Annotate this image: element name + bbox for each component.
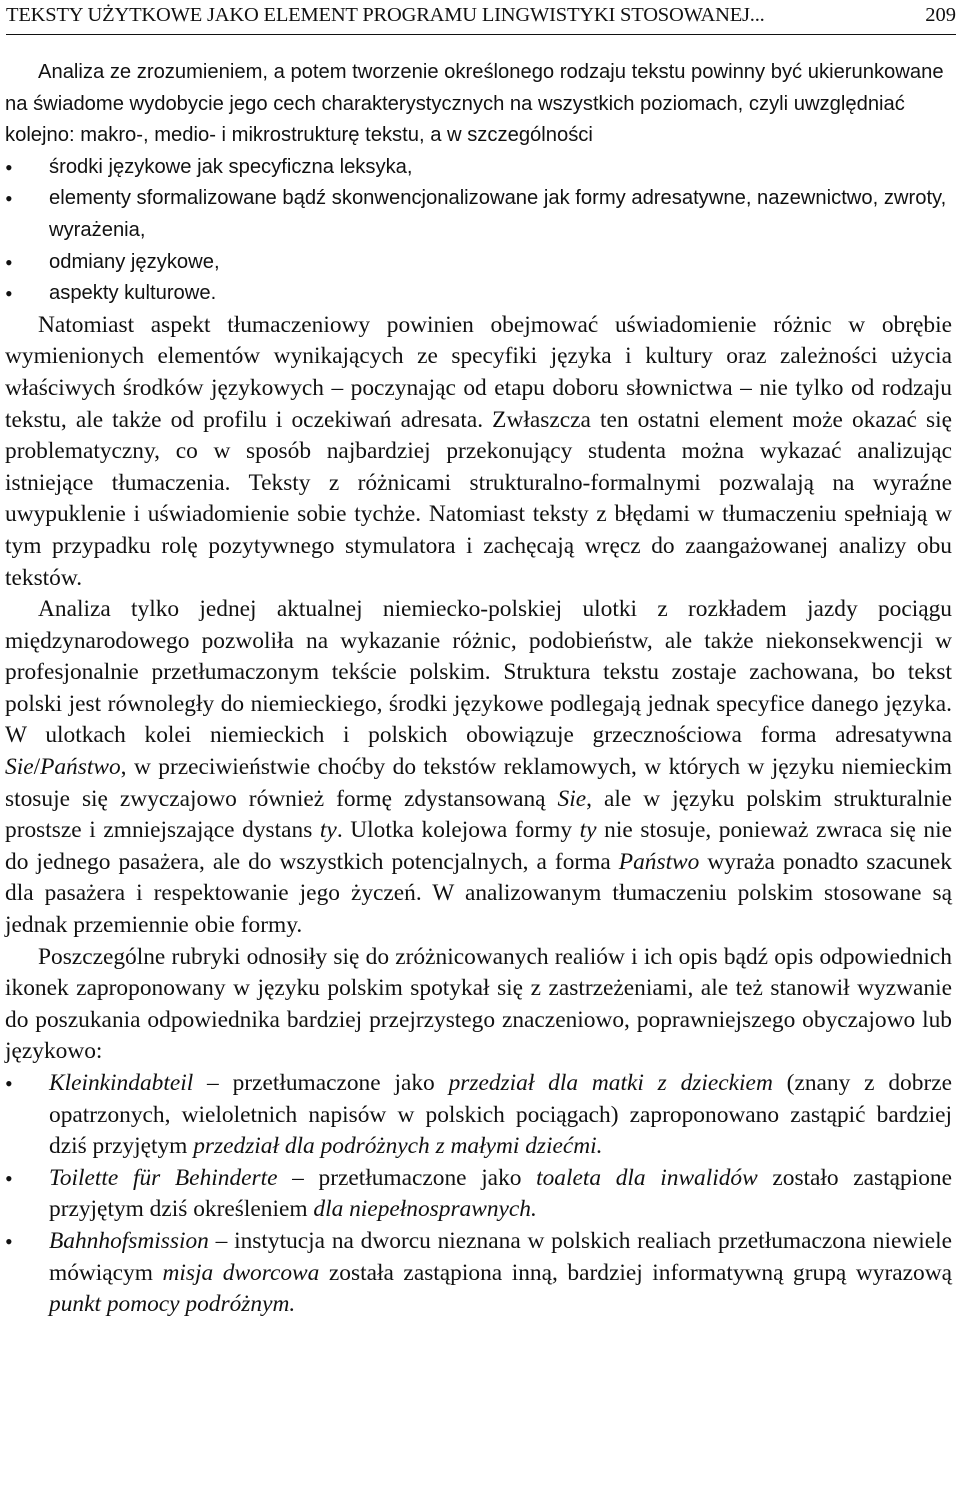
features-list xyxy=(5,152,952,310)
bullet-icon: • xyxy=(5,186,13,212)
list-item: • aspekty kulturowe. xyxy=(5,278,952,310)
running-title: TEKSTY UŻYTKOWE JAKO ELEMENT PROGRAMU LINGWISTYKI STOSOWANEJ... xyxy=(6,4,765,26)
list-item: • Toilette für Behinderte – przetłumaczone jako toaleta dla inwalidów zostało zastąpione przyjętym dziś określeniem dla niepełnosprawnych. xyxy=(5,1164,952,1223)
paragraph-translation-aspect: Natomiast aspekt tłumaczeniowy powinien obejmować uświadomienie różnic w obrębie wymienionych elementów wynikających ze specyfiki języka i kultury oraz zależności użycia właściwych środków językowych – poczynając od etapu doboru słownictwa – nie tylko od rodzaju tekstu, ale także od profilu i oczekiwań adresata. Zwłaszcza ten ostatni element może okazać się problematyczny, co w sposób najbardziej przekonujący studenta można wykazać analizując istniejące tłumaczenia. Teksty z różnicami strukturalno-formalnymi pozwalają na wyraźne uwypuklenie i uświadomienie sobie tychże. Natomiast teksty z błędami w tłumaczeniu spełniają w tym przypadku rolę pozytywnego stymulatora i zachęcają wręcz do zaangażowanej analizy obu tekstów. xyxy=(5,311,952,591)
examples-list xyxy=(5,1068,952,1321)
paragraph-rubrics: Poszczególne rubryki odnosiły się do zróżnicowanych realiów i ich opis bądź opis odpowiednich ikonek zaproponowany w języku polskim spotykał się z zastrzeżeniami, ale też stanowił wyzwanie do poszukania odpowiednika bardziej przejrzystego znaczeniowo, poprawniejszego obyczajowo lub językowo: xyxy=(5,943,952,1065)
page-number: 209 xyxy=(925,4,956,26)
intro-paragraph: Analiza ze zrozumieniem, a potem tworzenie określonego rodzaju tekstu powinny być ukierunkowane na świadome wydobycie jego cech charakterystycznych na wszystkich poziomach, czyli uwzględniać kolejno: makro-, medio- i mikrostrukturę tekstu, a w szczególności xyxy=(5,61,944,147)
list-item: • elementy sformalizowane bądź skonwencjonalizowane jak formy adresatywne, nazewnictwo, zwroty, wyrażenia, xyxy=(5,183,952,246)
list-item: • środki językowe jak specyficzna leksyka, xyxy=(5,152,952,184)
bullet-icon: • xyxy=(5,1071,13,1096)
running-header xyxy=(6,0,956,35)
list-item: • Kleinkindabteil – przetłumaczone jako przedział dla matki z dzieckiem (znany z dobrze opatrzonych, wieloletnich napisów w polskich pociągach) zaproponowano zastąpić bardziej dziś przyjętym przedział dla podróżnych z małymi dziećmi. xyxy=(5,1070,952,1160)
bullet-icon: • xyxy=(5,1228,13,1254)
main-text xyxy=(5,57,952,1321)
intro-block xyxy=(5,57,952,310)
bullet-icon: • xyxy=(5,281,13,307)
bullet-icon: • xyxy=(5,1165,13,1191)
bullet-icon: • xyxy=(5,249,13,275)
list-item: • odmiany językowe, xyxy=(5,247,952,279)
bullet-icon: • xyxy=(5,154,13,180)
paragraph-leaflet: Analiza tylko jednej aktualnej niemiecko-polskiej ulotki z rozkładem jazdy pociągu międzynarodowego pozwoliła na wykazanie różnic, podobieństw, ale także niekonsekwencji w profesjonalnie przetłumaczonym tekście polskim. Struktura tekstu zostaje zachowana, bo tekst polski jest równoległy do niemieckiego, środki językowe podlegają jednak specyfice danego języka. W ulotkach kolei niemieckich i polskich obowiązuje grzecznościowa forma adresatywna Sie/Państwo, w przeciwieństwie choćby do tekstów reklamowych, w których w języku niemieckim stosuje się zwyczajowo również formę zdystansowaną Sie, ale w języku polskim strukturalnie prostsze i zmniejszające dystans ty. Ulotka kolejowa formy ty nie stosuje, ponieważ zwraca się nie do jednego pasażera, ale do wszystkich potencjalnych, a forma Państwo wyraża ponadto szacunek dla pasażera i respektowanie jego życzeń. W analizowanym tłumaczeniu polskim stosowane są jednak przemiennie obie formy. xyxy=(5,596,953,939)
list-item: • Bahnhofsmission – instytucja na dworcu nieznana w polskich realiach przetłumaczona niewiele mówiącym misja dworcowa została zastąpiona inną, bardziej informatywną grupą wyrazową punkt pomocy podróżnym. xyxy=(5,1227,952,1318)
